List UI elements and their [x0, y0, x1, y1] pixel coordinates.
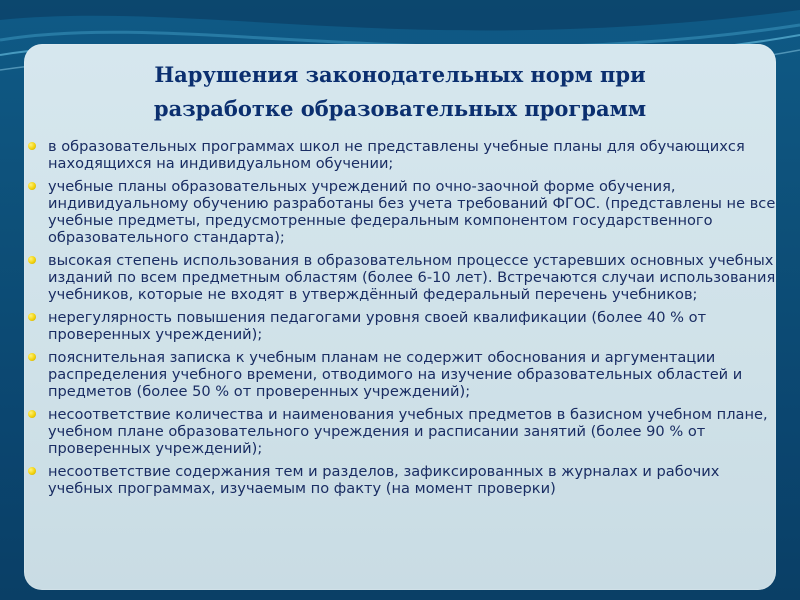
- list-item: [28, 138, 776, 172]
- list-item: [28, 252, 776, 303]
- bullet-icon: [28, 256, 36, 264]
- list-item-text: учебные планы образовательных учреждений по очно-заочной форме обучения, индивидуальному обучению разработаны без учета требований ФГОС. (представлены не все учебные предметы, предусмотренные федеральным компонентом государственного образовательного стандарта);: [48, 178, 776, 246]
- bullet-icon: [28, 182, 36, 190]
- bullet-icon: [28, 410, 36, 418]
- list-item-text: пояснительная записка к учебным планам не содержит обоснования и аргументации распределения учебного времени, отводимого на изучение образовательных областей и предметов (более 50 % от проверенных учреждений);: [48, 349, 743, 400]
- bullet-list: [28, 138, 776, 503]
- bullet-icon: [28, 353, 36, 361]
- list-item-text: высокая степень использования в образовательном процессе устаревших основных учебных изданий по всем предметным областям (более 6-10 лет). Встречаются случаи использования учебников, которые не входят в утверждённый федеральный перечень учебников;: [48, 252, 776, 303]
- list-item-text: нерегулярность повышения педагогами уровня своей квалификации (более 40 % от проверенных учреждений);: [48, 309, 707, 343]
- bullet-icon: [28, 467, 36, 475]
- slide-title: [40, 58, 760, 126]
- list-item-text: несоответствие количества и наименования учебных предметов в базисном учебном плане, учебном плане образовательного учреждения и расписании занятий (более 90 % от проверенных учреждений);: [48, 406, 768, 457]
- list-item: [28, 309, 776, 343]
- list-item: [28, 406, 776, 457]
- list-item: [28, 178, 776, 246]
- bullet-icon: [28, 142, 36, 150]
- slide-title-line2: разработке образовательных программ: [153, 96, 647, 121]
- list-item-text: в образовательных программах школ не представлены учебные планы для обучающихся находящихся на индивидуальном обучении;: [48, 138, 745, 172]
- slide-title-line1: Нарушения законодательных норм при: [154, 62, 646, 87]
- list-item: [28, 463, 776, 497]
- list-item: [28, 349, 776, 400]
- list-item-text: несоответствие содержания тем и разделов, зафиксированных в журналах и рабочих учебных программах, изучаемым по факту (на момент проверки): [48, 463, 720, 497]
- bullet-icon: [28, 313, 36, 321]
